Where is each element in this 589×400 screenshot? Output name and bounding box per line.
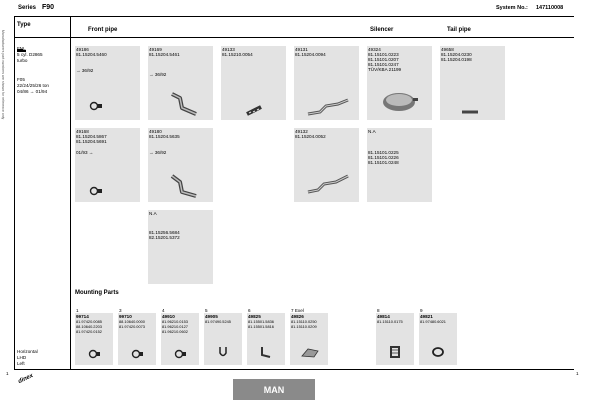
part-ref: 81.15204.0094 [295, 52, 326, 57]
system-value: 147110008 [536, 5, 564, 11]
mounting-ref: 88.10640.2203 [76, 324, 102, 329]
truck-icon [17, 40, 26, 44]
mounting-ref: 81.96210.0127 [162, 324, 188, 329]
mounting-number: 49814 [377, 314, 390, 319]
part-card[interactable] [148, 128, 213, 202]
part-card[interactable] [440, 46, 505, 120]
part-number: 49132 [295, 129, 308, 134]
mounting-card[interactable] [376, 308, 414, 365]
silencer-icon [379, 88, 419, 116]
series-value: F90 [42, 4, 55, 11]
mounting-index: 9 [420, 308, 423, 313]
part-number: 49131 [295, 47, 308, 52]
mounting-ref: 81.97490.5245 [205, 319, 231, 324]
vertical-note: Manufacturers part numbers are shown for reference only [1, 30, 5, 120]
bent-pipe-icon [168, 90, 200, 118]
part-card[interactable] [148, 46, 213, 120]
part-note: → 36/92 [149, 72, 167, 77]
mounting-index: 7 Exel [291, 308, 304, 313]
section-mounting-parts: Mounting Parts [75, 290, 119, 296]
part-note: → 36/92 [149, 150, 167, 155]
bent-pipe-icon [168, 172, 200, 200]
part-ref: 81.15204.5635 [149, 134, 180, 139]
mounting-ref: 81.96210.0153 [162, 319, 188, 324]
part-card[interactable] [294, 128, 359, 202]
part-number: N.A [368, 129, 376, 134]
mounting-number: 99710 [119, 314, 132, 319]
middle-pipe-icon [306, 96, 350, 118]
part-number: N.A [149, 211, 157, 216]
mounting-index: 8 [377, 308, 380, 313]
mounting-card[interactable] [118, 308, 156, 365]
part-note: → 36/92 [76, 68, 94, 73]
mounting-index: 5 [205, 308, 208, 313]
part-card[interactable] [367, 128, 432, 202]
rubber-mount-icon [300, 345, 320, 359]
brand-tab [233, 379, 315, 400]
part-number: 49168 [76, 129, 89, 134]
mounting-card[interactable] [419, 308, 457, 365]
page-left: 1 [6, 371, 9, 376]
mounting-number: 49905 [205, 314, 218, 319]
part-card[interactable] [75, 128, 140, 202]
header-rule [14, 16, 574, 17]
middle-pipe-icon [306, 172, 350, 196]
section-tail-pipe: Tail pipe [447, 27, 471, 33]
mounting-ref: 81.15110.0175 [377, 319, 403, 324]
part-ref: 81.15101.0207 [368, 57, 399, 62]
part-ref: 81.15256.5684 [149, 230, 180, 235]
type-line-1: FNL [17, 46, 26, 51]
dinex-logo: dinex [17, 372, 35, 386]
part-ref: 81.15210.0054 [222, 52, 253, 57]
mounting-number: 49821 [420, 314, 433, 319]
mounting-card[interactable] [75, 308, 113, 365]
part-ref: 81.15204.5867 [76, 134, 107, 139]
model-line-2: 22/24/25/26 ton [17, 83, 49, 88]
part-ref: 81.15204.5691 [76, 139, 107, 144]
flex-pipe-icon [245, 104, 265, 116]
part-ref: 82.15201.5372 [149, 235, 180, 240]
bracket-icon [259, 345, 273, 359]
mounting-ref: 81.15110.0209 [291, 324, 317, 329]
part-card[interactable] [221, 46, 286, 120]
part-ref: 81.15204.5460 [76, 52, 107, 57]
clamp-icon [89, 101, 103, 111]
model-line-1: F05 [17, 77, 25, 82]
mounting-ref: 81.15501.5816 [248, 324, 274, 329]
clamp-icon [130, 349, 144, 359]
part-ref: 81.15101.0248 [368, 160, 399, 165]
part-ref: 81.15204.5461 [149, 52, 180, 57]
mounting-card[interactable] [290, 308, 328, 365]
mounting-index: 4 [162, 308, 165, 313]
ring-icon [431, 346, 445, 358]
page-right: 1 [576, 371, 579, 376]
mounting-card[interactable] [161, 308, 199, 365]
type-line-3: turbo [17, 58, 28, 63]
part-ref: 81.15101.0223 [368, 52, 399, 57]
u-bolt-icon [218, 345, 228, 359]
part-ref: TÜV/KBA 21199 [368, 67, 402, 72]
clamp-icon [87, 349, 101, 359]
type-line-2: 5 cyl. D2865 [17, 52, 43, 57]
part-ref: 81.15101.0225 [368, 150, 399, 155]
tail-pipe-icon [460, 108, 480, 116]
part-ref: 81.15204.0230 [441, 52, 472, 57]
brand-label: MAN [263, 385, 285, 395]
part-number: 49133 [222, 47, 235, 52]
part-number: 49186 [76, 47, 89, 52]
type-label: Type [17, 22, 31, 28]
left-border [14, 16, 15, 369]
mounting-ref: 81.15501.5836 [248, 319, 274, 324]
mounting-number: 49910 [162, 314, 175, 319]
orientation-line-2: LHD [17, 355, 27, 360]
part-number: 49169 [149, 47, 162, 52]
part-ref: 81.15204.0052 [295, 134, 326, 139]
gasket-icon [389, 345, 401, 359]
model-line-3: 04/86 → 01/94 [17, 89, 48, 94]
part-card[interactable] [75, 46, 140, 120]
section-front-pipe: Front pipe [88, 27, 118, 33]
mounting-ref: 81.97420.0073 [119, 324, 145, 329]
mounting-index: 1 [76, 308, 79, 313]
part-ref: 81.15101.0247 [368, 62, 399, 67]
mounting-number: 99714 [76, 314, 89, 319]
system-label: System No.: [496, 5, 528, 11]
mounting-ref: 81.97480.6021 [420, 319, 446, 324]
clamp-icon [173, 349, 187, 359]
mounting-number: 49826 [291, 314, 304, 319]
series-label: Series [18, 5, 37, 11]
mounting-card[interactable] [204, 308, 242, 365]
mounting-ref: 88.10640.0000 [119, 319, 145, 324]
part-card[interactable] [367, 46, 432, 120]
mounting-ref: 81.97420.0085 [76, 319, 102, 324]
mounting-card[interactable] [247, 308, 285, 365]
section-rule [14, 37, 574, 38]
part-number: 49180 [149, 129, 162, 134]
footer-rule [14, 369, 574, 370]
section-silencer: Silencer [370, 27, 394, 33]
part-card[interactable] [294, 46, 359, 120]
mounting-index: 6 [248, 308, 251, 313]
part-note: 01/93 → [76, 150, 94, 155]
mounting-index: 3 [119, 308, 122, 313]
part-ref: 81.15204.0198 [441, 57, 472, 62]
sidebar-divider [70, 16, 71, 369]
part-number: 49658 [441, 47, 454, 52]
mounting-ref: 81.97420.0152 [76, 329, 102, 334]
orientation-line-1: Horizontal [17, 349, 38, 354]
clamp-icon [89, 186, 103, 196]
part-ref: 81.15101.0226 [368, 155, 399, 160]
part-number: 49324 [368, 47, 381, 52]
mounting-ref: 81.15110.0250 [291, 319, 317, 324]
mounting-number: 49825 [248, 314, 261, 319]
mounting-ref: 81.96210.0602 [162, 329, 188, 334]
orientation-line-3: Left [17, 361, 25, 366]
part-card[interactable] [148, 210, 213, 284]
